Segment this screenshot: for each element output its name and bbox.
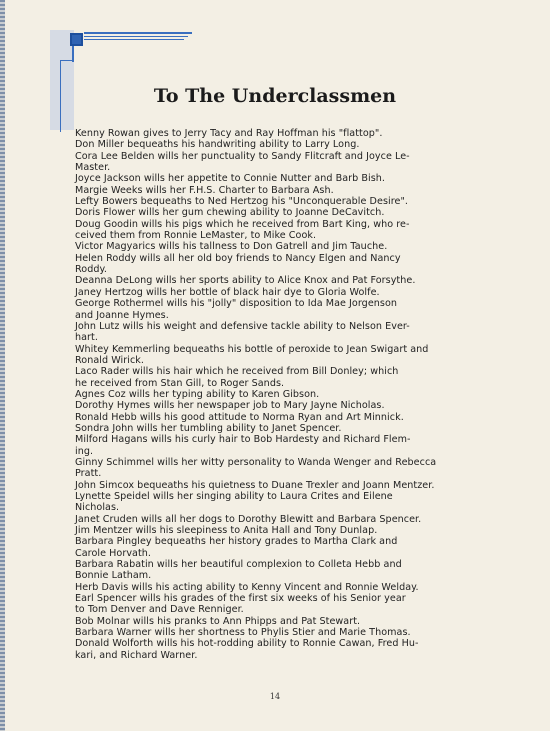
text-line: Roddy.	[75, 264, 107, 276]
text-line: Sondra John wills her tumbling ability to Janet Spencer.	[75, 422, 342, 434]
text-line: Bob Molnar wills his pranks to Ann Phipps and Pat Stewart.	[75, 615, 361, 627]
text-line: Barbara Warner wills her shortness to Phylis Stier and Marie Thomas.	[75, 627, 411, 639]
text-line: John Simcox bequeaths his quietness to Duane Trexler and Joann Mentzer.	[75, 479, 435, 491]
text-line: Ronald Wirick.	[75, 354, 144, 366]
text-line: Ginny Schimmel wills her witty personality to Wanda Wenger and Rebecca	[75, 456, 437, 468]
text-line: Margie Weeks wills her F.H.S. Charter to Barbara Ash.	[75, 184, 334, 196]
text-line: Doug Goodin wills his pigs which he received from Bart King, who re-	[75, 218, 410, 230]
text-line: Herb Davis wills his acting ability to Kenny Vincent and Ronnie Welday.	[75, 581, 419, 593]
text-line: kari, and Richard Warner.	[75, 649, 198, 661]
text-line: ing.	[75, 445, 94, 457]
text-line: Ronald Hebb wills his good attitude to Norma Ryan and Art Minnick.	[75, 411, 404, 423]
text-line: Doris Flower wills her gum chewing ability to Joanne DeCavitch.	[75, 207, 385, 219]
text-line: Deanna DeLong wills her sports ability to Alice Knox and Pat Forsythe.	[75, 275, 416, 287]
text-line: Laco Rader wills his hair which he received from Bill Donley; which	[75, 366, 399, 378]
text-line: to Tom Denver and Dave Renniger.	[75, 604, 244, 616]
text-line: Master.	[75, 162, 111, 174]
decorative-rule-h4	[60, 60, 74, 61]
text-line: Dorothy Hymes wills her newspaper job to Mary Jayne Nicholas.	[75, 400, 385, 412]
text-line: ceived them from Ronnie LeMaster, to Mike Cook.	[75, 230, 317, 242]
decorative-rule-h2	[84, 36, 188, 37]
text-line: and Joanne Hymes.	[75, 309, 169, 321]
page-number: 14	[269, 692, 281, 701]
text-line: Joyce Jackson wills her appetite to Connie Nutter and Barb Bish.	[75, 173, 386, 185]
text-line: John Lutz wills his weight and defensive tackle ability to Nelson Ever-	[75, 320, 410, 332]
text-line: Janet Cruden wills all her dogs to Dorothy Blewitt and Barbara Spencer.	[75, 513, 422, 525]
text-line: Kenny Rowan gives to Jerry Tacy and Ray Hoffman his "flattop".	[75, 128, 383, 139]
text-line: Barbara Rabatin wills her beautiful complexion to Colleta Hebb and	[75, 559, 402, 571]
binding-edge	[0, 0, 5, 731]
decorative-rule-h3	[84, 39, 184, 40]
text-line: Carole Horvath.	[75, 547, 152, 559]
wills-text-block	[75, 128, 495, 661]
text-line: Helen Roddy wills all her old boy friends to Nancy Elgen and Nancy	[75, 252, 401, 264]
text-line: Donald Wolforth wills his hot-rodding ability to Ronnie Cawan, Fred Hu-	[75, 638, 419, 650]
text-line: Earl Spencer wills his grades of the first six weeks of his Senior year	[75, 593, 406, 605]
text-line: Janey Hertzog wills her bottle of black hair dye to Gloria Wolfe.	[75, 286, 380, 298]
text-line: Jim Mentzer wills his sleepiness to Anita Hall and Tony Dunlap.	[75, 525, 378, 537]
text-line: Lefty Bowers bequeaths to Ned Hertzog his "Unconquerable Desire".	[75, 196, 409, 208]
text-line: Bonnie Latham.	[75, 570, 152, 582]
decorative-blue-square	[70, 33, 83, 46]
text-line: hart.	[75, 332, 98, 344]
decorative-rule-h1	[84, 32, 192, 34]
text-line: Agnes Coz wills her typing ability to Karen Gibson.	[75, 388, 320, 400]
text-line: Cora Lee Belden wills her punctuality to Sandy Flitcraft and Joyce Le-	[75, 150, 410, 162]
page-title: To The Underclassmen	[153, 85, 397, 107]
text-line: Don Miller bequeaths his handwriting ability to Larry Long.	[75, 139, 360, 151]
text-line: George Rothermel wills his "jolly" disposition to Ida Mae Jorgenson	[75, 298, 397, 310]
text-line: Victor Magyarics wills his tallness to Don Gatrell and Jim Tauche.	[75, 241, 388, 253]
text-line: Whitey Kemmerling bequeaths his bottle of peroxide to Jean Swigart and	[75, 343, 429, 355]
text-line: Lynette Speidel wills her singing ability to Laura Crites and Eilene	[75, 491, 393, 502]
text-line: Pratt.	[75, 468, 102, 480]
text-line: he received from Stan Gill, to Roger Sands.	[75, 377, 285, 389]
text-line: Nicholas.	[75, 502, 120, 514]
text-line: Barbara Pingley bequeaths her history grades to Martha Clark and	[75, 536, 398, 548]
text-line: Milford Hagans wills his curly hair to Bob Hardesty and Richard Flem-	[75, 434, 411, 446]
